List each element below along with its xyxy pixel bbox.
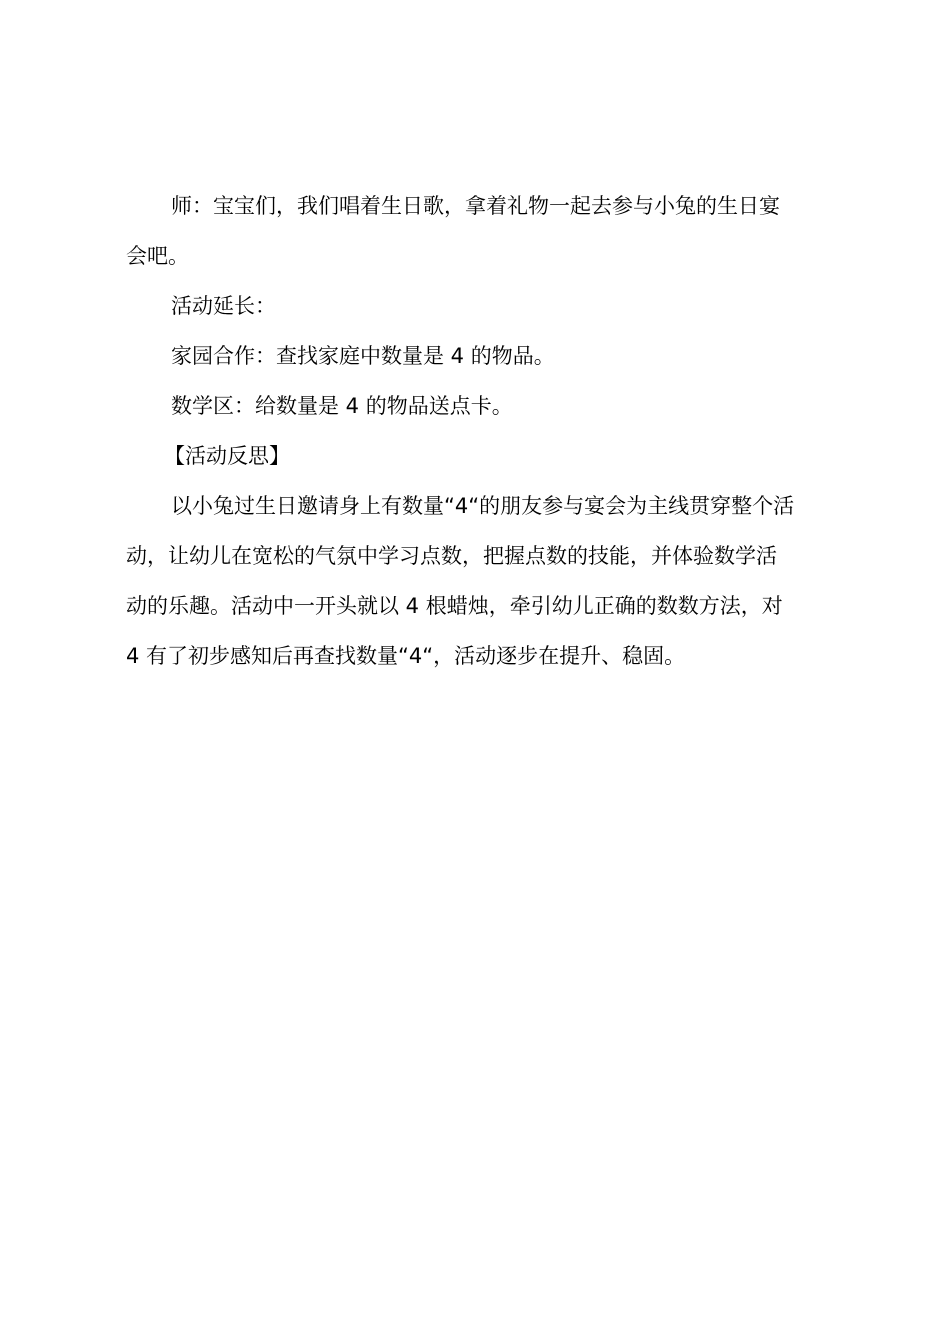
paragraph-activity-extension xyxy=(126,281,832,331)
text-line: 家园合作：查找家庭中数量是 4 的物品。 xyxy=(171,344,555,368)
paragraph-teacher-speech xyxy=(126,181,832,281)
text-line: 动，让幼儿在宽松的气氛中学习点数，把握点数的技能，并体验数学活 xyxy=(126,544,777,568)
text-line: 会吧。 xyxy=(126,244,189,268)
document-body xyxy=(126,181,832,681)
paragraph-math-area xyxy=(126,381,832,431)
paragraph-home-cooperation xyxy=(126,331,832,381)
text-line: 师：宝宝们，我们唱着生日歌，拿着礼物一起去参与小兔的生日宴 xyxy=(171,194,780,218)
text-line: 数学区：给数量是 4 的物品送点卡。 xyxy=(171,394,513,418)
text-line: 以小兔过生日邀请身上有数量“4“的朋友参与宴会为主线贯穿整个活 xyxy=(171,494,795,518)
text-line: 动的乐趣。活动中一开头就以 4 根蜡烛，牵引幼儿正确的数数方法，对 xyxy=(126,594,783,618)
paragraph-reflection xyxy=(126,481,832,681)
section-heading-reflection: 【活动反思】 xyxy=(164,444,290,468)
text-line: 4 有了初步感知后再查找数量“4“，活动逐步在提升、稳固。 xyxy=(126,644,686,668)
text-line: 活动延长： xyxy=(171,294,276,318)
